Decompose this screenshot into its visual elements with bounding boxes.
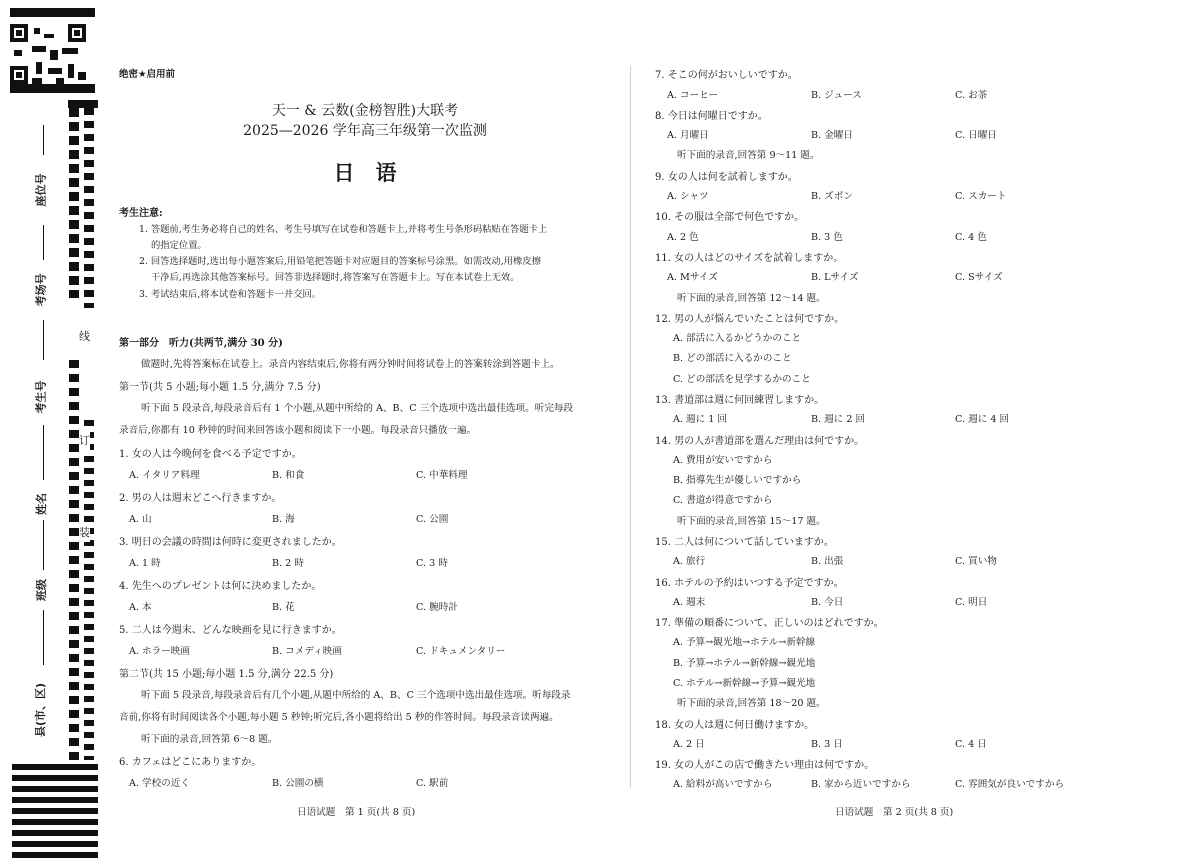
option-b: B. 予算→ホテル→新幹線→観光地: [673, 658, 816, 669]
part1-heading: 第一部分 听力(共两节,满分 30 分): [119, 338, 283, 349]
listen-instruction: 听下面的录音,回答第 18～20 题。: [677, 698, 826, 709]
question-9: 9. 女の人は何を試着しますか。: [655, 172, 798, 183]
option-a: A. 1 時: [129, 558, 161, 569]
field-line: [43, 225, 44, 260]
question-19: 19. 女の人がこの店で働きたい理由は何ですか。: [655, 760, 875, 771]
option-b: B. 花: [272, 602, 295, 613]
option-c: C. 雰囲気が良いですから: [955, 779, 1065, 790]
option-a: A. 給料が高いですから: [673, 779, 773, 790]
option-a: A. 2 日: [673, 739, 705, 750]
option-b: B. 週に 2 回: [811, 414, 866, 425]
option-c: C. 日曜日: [955, 130, 997, 141]
option-a: A. 部活に入るかどうかのこと: [673, 333, 802, 344]
question-2: 2. 男の人は週末どこへ行きますか。: [119, 493, 282, 504]
question-5: 5. 二人は今週末、どんな映画を見に行きますか。: [119, 625, 342, 636]
subject-title: 日 语: [333, 161, 397, 185]
option-b: B. 公園の横: [272, 778, 324, 789]
option-b: B. 2 時: [272, 558, 304, 569]
listen-instruction: 听下面的录音,回答第 15～17 题。: [677, 516, 826, 527]
seal-char-zhuang: 装: [79, 522, 90, 542]
student-name-label: 姓名: [35, 493, 48, 515]
option-b: B. 金曜日: [811, 130, 853, 141]
option-a: A. 旅行: [673, 556, 706, 567]
question-8: 8. 今日は何曜日ですか。: [655, 111, 768, 122]
option-b: B. 指導先生が優しいですから: [673, 475, 802, 486]
option-c: C. 買い物: [955, 556, 997, 567]
bar-stripe: [10, 8, 95, 17]
notice-item: 2. 回答选择题时,选出每小题答案后,用铅笔把答题卡对应题目的答案标号涂黑。如需改动,用橡皮擦: [139, 256, 541, 267]
option-c: C. スカート: [955, 191, 1007, 202]
option-b: B. 家から近いですから: [811, 779, 911, 790]
option-a: A. 週末: [673, 597, 706, 608]
listen-instruction: 听下面的录音,回答第 6～8 题。: [141, 734, 278, 745]
option-b: B. 出張: [811, 556, 844, 567]
option-c: C. 3 時: [416, 558, 448, 569]
option-a: A. 月曜日: [667, 130, 709, 141]
question-17: 17. 準備の順番について、正しいのはどれですか。: [655, 618, 884, 629]
class-label: 班级: [35, 579, 48, 601]
field-line: [43, 425, 44, 480]
option-a: A. 予算→観光地→ホテル→新幹線: [673, 637, 816, 648]
question-6: 6. カフェはどこにありますか。: [119, 757, 262, 768]
option-a: A. ホラー映画: [129, 646, 190, 657]
option-c: C. 書道が得意ですから: [673, 495, 773, 506]
notice-heading: 考生注意:: [119, 208, 163, 219]
option-c: C. 公園: [416, 514, 449, 525]
option-b: B. 今日: [811, 597, 844, 608]
question-3: 3. 明日の会議の時間は何時に変更されましたか。: [119, 537, 342, 548]
notice-item: 1. 答题前,考生务必将自己的姓名、考生号填写在试卷和答题卡上,并将考生号条形码粘贴在答题卡上: [139, 224, 548, 235]
notice-item: 的指定位置。: [151, 240, 207, 251]
listen-instruction: 听下面的录音,回答第 12～14 题。: [677, 293, 826, 304]
exam-title-line1: 天一 & 云数(金榜智胜)大联考: [271, 103, 459, 119]
option-a: A. コーヒー: [667, 90, 719, 101]
exam-room-label: 考场号: [34, 273, 48, 307]
section1-heading: 第一节(共 5 小题;每小题 1.5 分,满分 7.5 分): [119, 382, 321, 393]
option-b: B. ズボン: [811, 191, 853, 202]
county-label: 县(市、区): [34, 682, 48, 738]
question-13: 13. 書道部は週に何回練習しますか。: [655, 395, 825, 406]
question-11: 11. 女の人はどのサイズを試着しますか。: [655, 253, 844, 264]
question-4: 4. 先生へのプレゼントは何に決めましたか。: [119, 581, 322, 592]
exam-title-line2: 2025—2026 学年高三年级第一次监测: [243, 123, 487, 139]
option-c: C. 週に 4 回: [955, 414, 1010, 425]
bar-stripe: [84, 420, 94, 760]
question-15: 15. 二人は何について話していますか。: [655, 537, 834, 548]
option-a: A. 学校の近く: [129, 778, 190, 789]
question-16: 16. ホテルの予約はいつする予定ですか。: [655, 578, 844, 589]
bar-stripe: [12, 764, 98, 860]
exam-number-label: 考生号: [34, 380, 48, 414]
page-footer-right: 日语试题 第 2 页(共 8 页): [835, 807, 954, 818]
option-c: C. お茶: [955, 90, 988, 101]
option-b: B. コメディ映画: [272, 646, 342, 657]
seal-char-xian: 线: [79, 326, 90, 346]
option-c: C. どの部活を見学するかのこと: [673, 374, 811, 385]
option-a: A. シャツ: [667, 191, 709, 202]
section2-intro: 音前,你将有时间阅读各个小题,每小题 5 秒钟;听完后,各小题将给出 5 秒的作答时间。每段录音读两遍。: [119, 712, 559, 723]
option-a: A. 山: [129, 514, 152, 525]
seal-char-ding: 订: [79, 430, 90, 450]
option-b: B. Lサイズ: [811, 272, 859, 283]
option-c: C. 明日: [955, 597, 988, 608]
section2-heading: 第二节(共 15 小题;每小题 1.5 分,满分 22.5 分): [119, 669, 334, 680]
listen-instruction: 听下面的录音,回答第 9～11 题。: [677, 150, 820, 161]
option-b: B. 3 色: [811, 232, 843, 243]
question-18: 18. 女の人は週に何日働けますか。: [655, 720, 815, 731]
option-b: B. ジュース: [811, 90, 862, 101]
option-b: B. 海: [272, 514, 295, 525]
qr-code-icon: [10, 24, 86, 84]
option-c: C. Sサイズ: [955, 272, 1003, 283]
question-14: 14. 男の人が書道部を選んだ理由は何ですか。: [655, 436, 865, 447]
bar-stripe: [10, 84, 95, 93]
seat-number-label: 座位号: [34, 173, 48, 207]
option-c: C. 4 色: [955, 232, 987, 243]
field-line: [43, 610, 44, 665]
option-a: A. 本: [129, 602, 152, 613]
bar-stripe: [69, 360, 79, 760]
option-b: B. どの部活に入るかのこと: [673, 353, 792, 364]
part1-intro: 做题时,先将答案标在试卷上。录音内容结束后,你将有两分钟时间将试卷上的答案转涂到答题卡上。: [141, 359, 560, 370]
question-7: 7. そこの何がおいしいですか。: [655, 70, 798, 81]
section2-intro: 听下面 5 段录音,每段录音后有几个小题,从题中所给的 A、B、C 三个选项中选出最佳选项。听每段录: [141, 690, 571, 701]
option-a: A. Mサイズ: [667, 272, 718, 283]
page-divider: [630, 66, 631, 788]
option-c: C. 4 日: [955, 739, 987, 750]
section1-intro: 录音后,你都有 10 秒钟的时间来回答该小题和阅读下一小题。每段录音只播放一遍。: [119, 425, 477, 436]
option-c: C. 腕時計: [416, 602, 458, 613]
option-a: A. 2 色: [667, 232, 699, 243]
page-footer-left: 日语试题 第 1 页(共 8 页): [297, 807, 416, 818]
option-a: A. イタリア料理: [129, 470, 200, 481]
notice-item: 3. 考试结束后,将本试卷和答题卡一并交回。: [139, 289, 322, 300]
option-a: A. 週に 1 回: [673, 414, 728, 425]
option-c: C. ドキュメンタリー: [416, 646, 506, 657]
option-c: C. 中華料理: [416, 470, 468, 481]
question-10: 10. その服は全部で何色ですか。: [655, 212, 805, 223]
option-a: A. 費用が安いですから: [673, 455, 773, 466]
field-line: [43, 320, 44, 360]
notice-item: 干净后,再选涂其他答案标号。回答非选择题时,将答案写在答题卡上。写在本试卷上无效。: [151, 272, 520, 283]
question-1: 1. 女の人は今晩何を食べる予定ですか。: [119, 449, 302, 460]
section1-intro: 听下面 5 段录音,每段录音后有 1 个小题,从题中所给的 A、B、C 三个选项中选出最佳选项。听完每段: [141, 403, 574, 414]
option-c: C. ホテル→新幹線→予算→観光地: [673, 678, 816, 689]
field-line: [43, 520, 44, 570]
question-12: 12. 男の人が悩んでいたことは何ですか。: [655, 314, 845, 325]
option-c: C. 駅前: [416, 778, 449, 789]
confidential-mark: 绝密★启用前: [119, 69, 176, 80]
option-b: B. 和食: [272, 470, 305, 481]
option-b: B. 3 日: [811, 739, 843, 750]
